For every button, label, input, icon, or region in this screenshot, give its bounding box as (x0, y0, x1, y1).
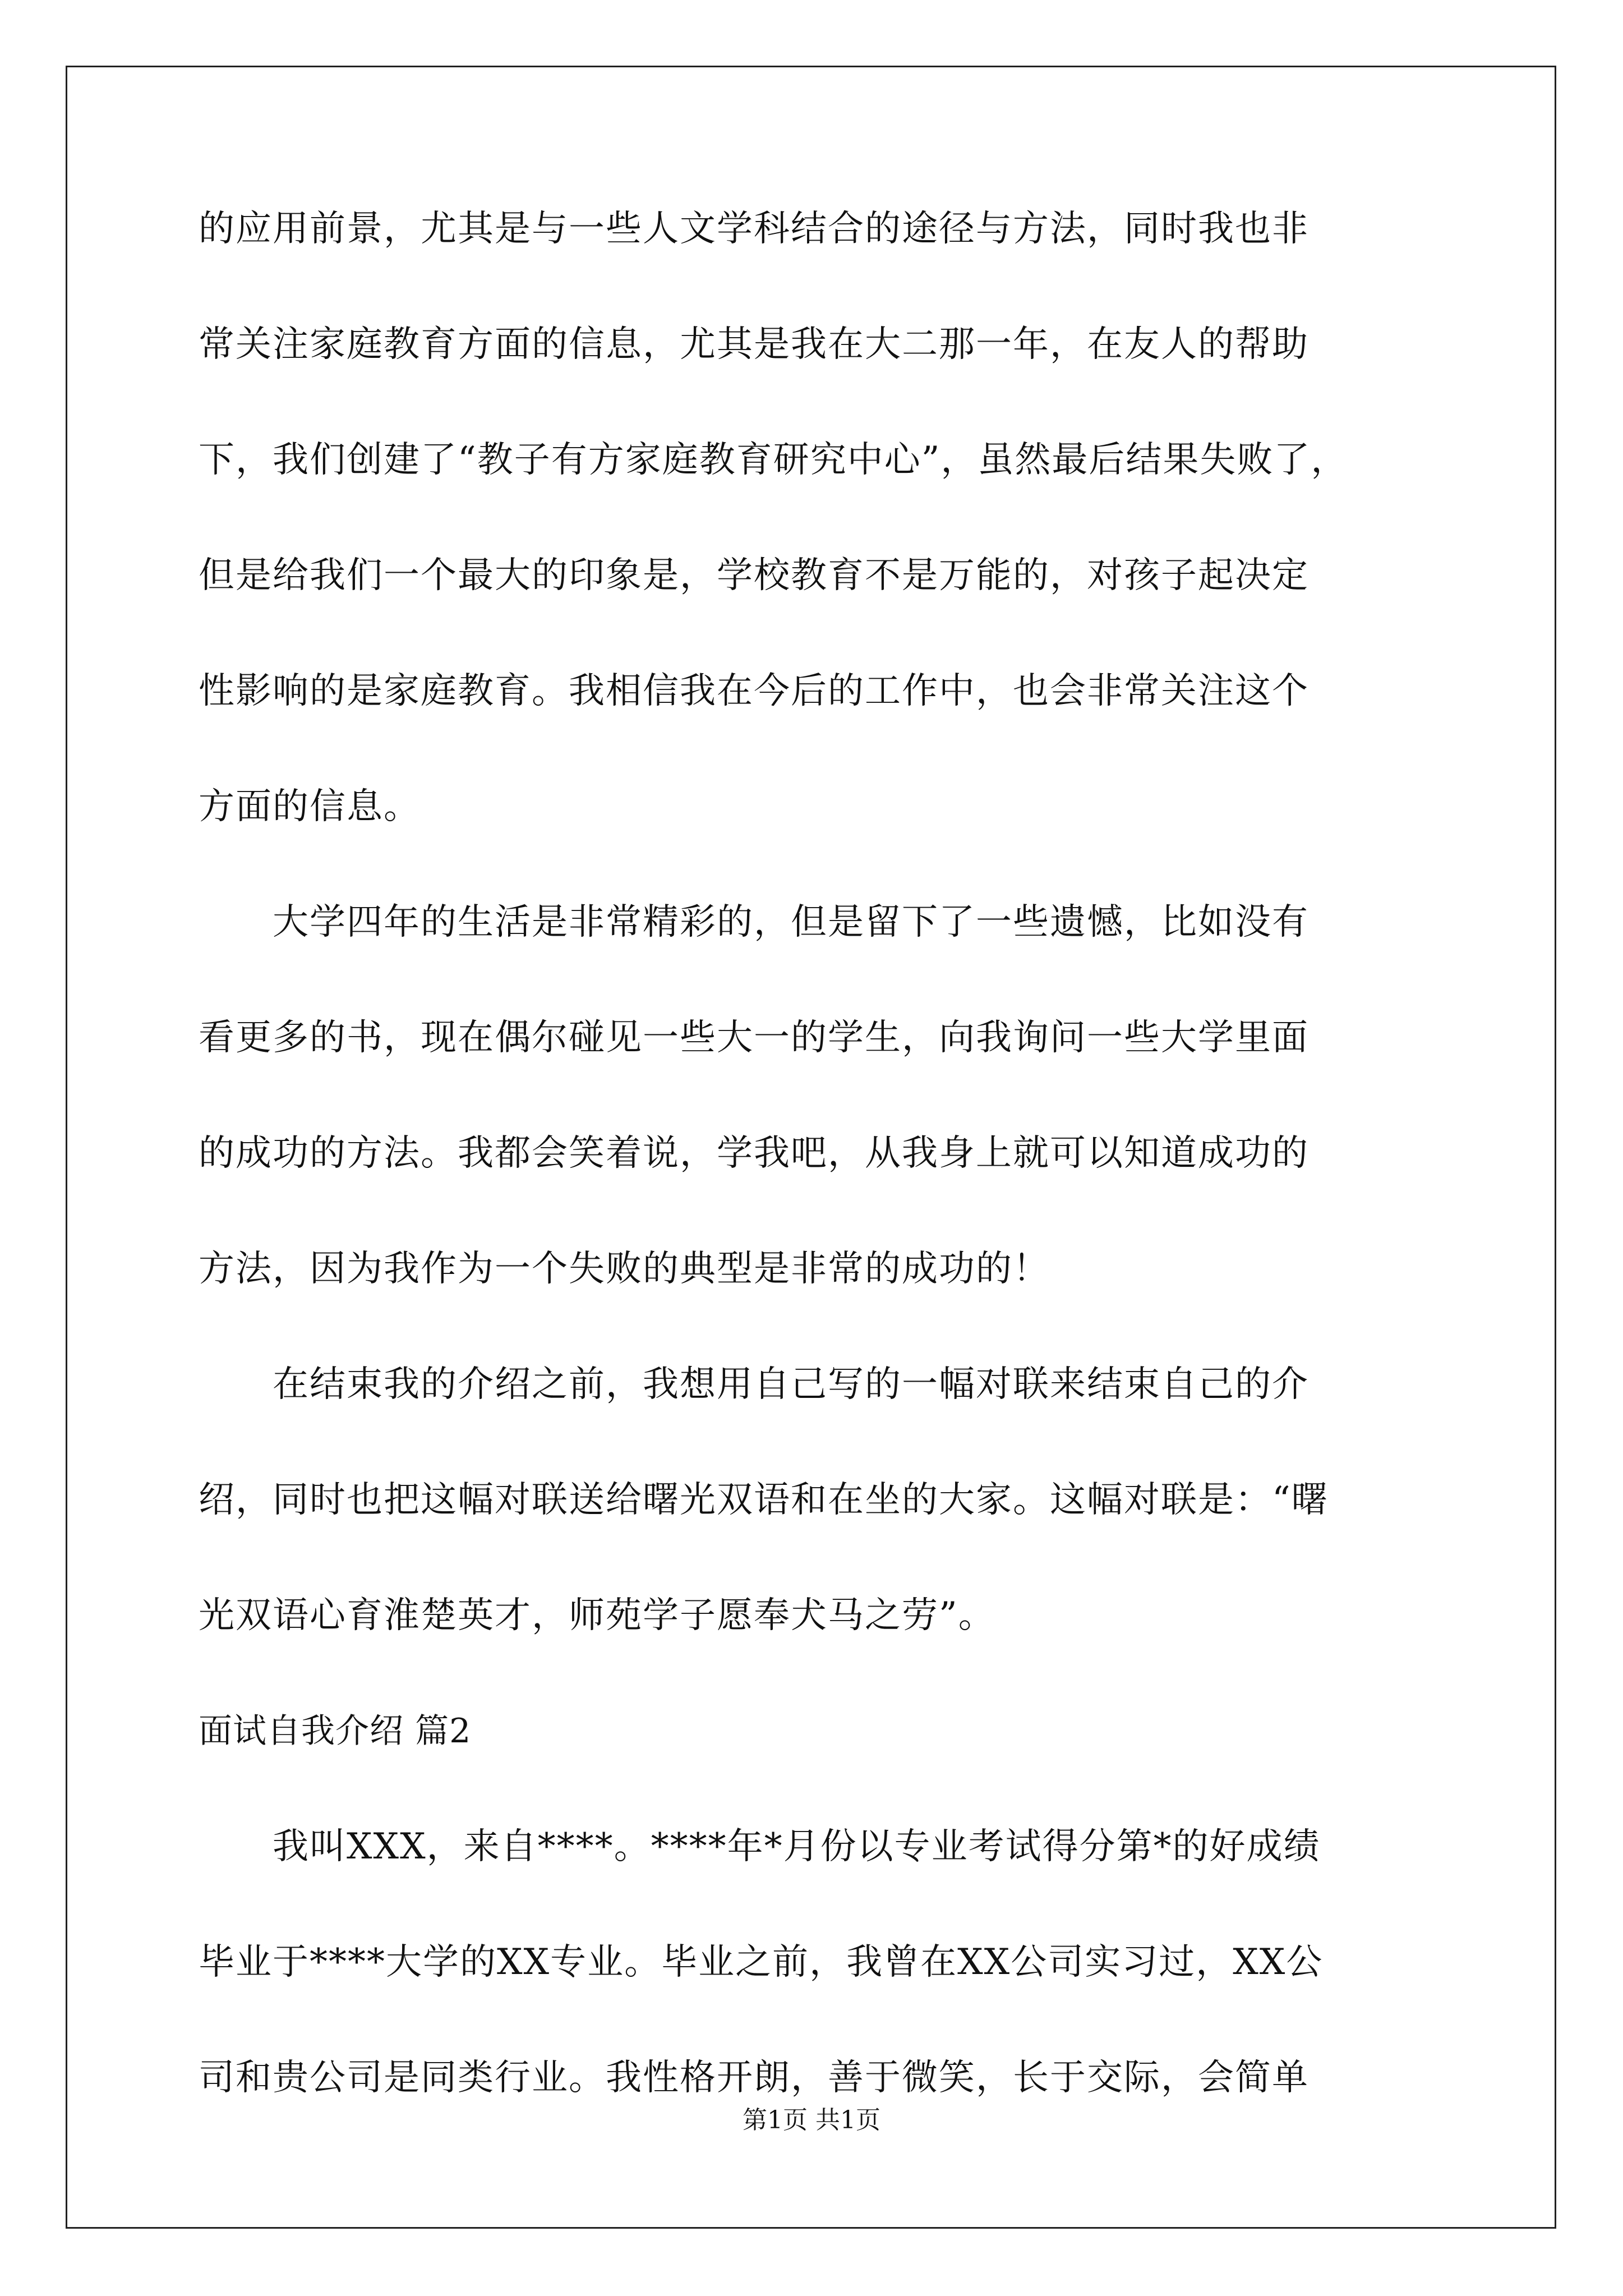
page-footer: 第1页 共1页 (743, 2106, 880, 2134)
paragraph-line: 方面的信息。 (199, 786, 421, 827)
paragraph-line: 看更多的书，现在偶尔碰见一些大一的学生，向我询问一些大学里面 (199, 1017, 1309, 1059)
paragraph-line: 性影响的是家庭教育。我相信我在今后的工作中，也会非常关注这个 (199, 670, 1309, 712)
section-heading: 面试自我介绍 篇2 (199, 1711, 472, 1751)
paragraph-line: 大学四年的生活是非常精彩的，但是留下了一些遗憾，比如没有 (199, 901, 1309, 943)
paragraph-line: 的应用前景，尤其是与一些人文学科结合的途径与方法，同时我也非 (199, 208, 1309, 250)
paragraph-line: 方法，因为我作为一个失败的典型是非常的成功的！ (199, 1248, 1050, 1290)
paragraph-line: 司和贵公司是同类行业。我性格开朗，善于微笑，长于交际，会简单 (199, 2057, 1309, 2099)
paragraph-line: 光双语心育淮楚英才，师苑学子愿奉犬马之劳”。 (199, 1595, 995, 1636)
paragraph-line: 在结束我的介绍之前，我想用自己写的一幅对联来结束自己的介 (199, 1364, 1309, 1405)
paragraph-line: 毕业于****大学的XX专业。毕业之前，我曾在XX公司实习过，XX公 (199, 1941, 1324, 1983)
paragraph-line: 但是给我们一个最大的印象是，学校教育不是万能的，对孩子起决定 (199, 555, 1309, 596)
paragraph-line: 我叫XXX，来自****。****年*月份以专业考试得分第*的好成绩 (199, 1826, 1321, 1867)
paragraph-line: 下，我们创建了“教子有方家庭教育研究中心”，虽然最后结果失败了， (199, 439, 1348, 481)
paragraph-line: 的成功的方法。我都会笑着说，学我吧，从我身上就可以知道成功的 (199, 1133, 1309, 1174)
paragraph-line: 绍，同时也把这幅对联送给曙光双语和在坐的大家。这幅对联是：“曙 (199, 1479, 1329, 1521)
paragraph-line: 常关注家庭教育方面的信息，尤其是我在大二那一年，在友人的帮助 (199, 324, 1309, 365)
